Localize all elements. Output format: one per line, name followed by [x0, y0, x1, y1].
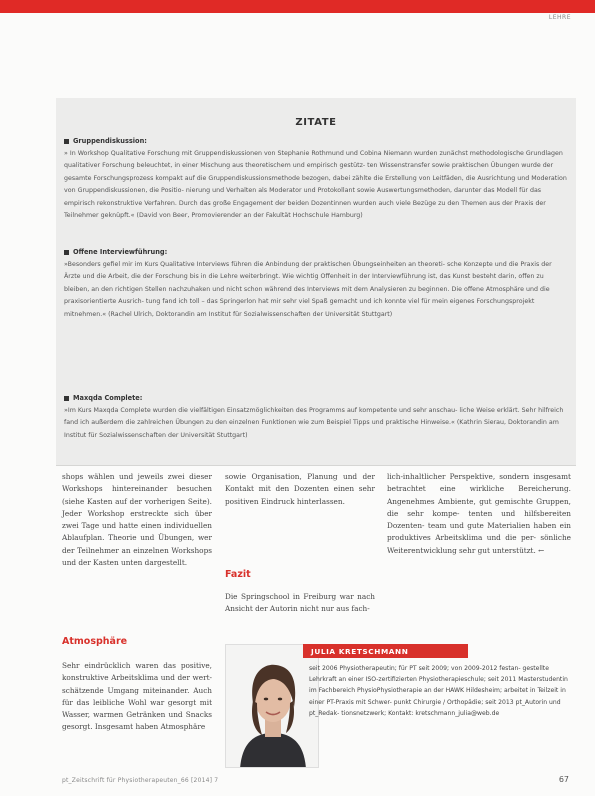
body-column-1: shops wählen und jeweils zwei dieser Workshops hintereinander besuchen (siehe Kasten auf der vorherigen Seite). Jeder Workshop erstreckte sich über zwei Tage und hatte einen individuellen Ablaufplan. Theorie und Übungen, wer der Teilnehmer an einzelnen Workshops und der Kasten unten dargestellt. [62, 472, 212, 568]
quote-text: »Besonders gefiel mir im Kurs Qualitative Interviews führen die Anbindung der praktischen Übungseinheiten an theoreti- sche Konzepte und die Praxis der Ärzte und die Arbeit, die der Forschung bis in die Lehre weiterbringt. Wie wichtig Offenheit in der Interviewführung ist, das Kunst besteht darin, offen zu bleiben, an den richtigen Stellen nachzuhaken und nicht schon während des Interviews mit dem Analysieren zu beginnen. Die offene Atmosphäre und die praxisorientierte Ausrich- tung fand ich toll – das Springerlon hat mir sehr viel Spaß gemacht und ich konnte viel für mein eigenes Forschungsprojekt mitnehmen.« (Rachel Ulrich, Doktorandin am Institut für Sozialwissenschaften der Universität Stuttgart) [64, 261, 552, 318]
body-column-1-atmosphaere: Sehr eindrücklich waren das positive, konstruktive Arbeitsklima und der wert- schätzende Umgang miteinander. Auch für das leibliche Wohl war gesorgt mit Wasser, warmen Getränken und Snacks gesorgt. Insgesamt haben Atmosphäre [62, 661, 212, 732]
quote-maxqda [64, 394, 569, 442]
quote-heading: Offene Interviewführung: [73, 248, 168, 256]
quote-heading: Maxqda Complete: [73, 394, 143, 402]
square-bullet-icon [64, 396, 69, 401]
quote-text: »Im Kurs Maxqda Complete wurden die vielfältigen Einsatzmöglichkeiten des Programms auf kompetente und sehr anschau- liche Weise erklärt. Sehr hilfreich fand ich außerdem die zahlreichen Übungen zu den einzelnen Funktionen wie zum Beispiel Tipps und praktische Hinweise.« (Kathrin Sierau, Doktorandin am Institut für Sozialwissenschaften der Universität Stuttgart) [64, 407, 564, 439]
quote-text: » In Workshop Qualitative Forschung mit Gruppendiskussionen von Stephanie Rothmund und Cobina Niemann wurden zunächst methodologische Grundlagen qualitativer Forschung beleuchtet, in einer Mischung aus theoretischem und empirisch gestütz- ten Wissenstransfer sowie praktischen Übungen wurde der gesamte Forschungsprozess kompakt auf die Gruppendiskussionsmethode bezogen, dabei zählte die Erstellung von Leitfäden, die Ausrichtung und Moderation von Gruppendiskussionen, die Positio- nierung und Verhalten als Moderator und Protokollant sowie Auswertungsmethoden, darunter das Modell für das empirisch rekonstruktive Verfahren. Durch das große Engagement der beiden Dozentinnen wurden auch viele Bezüge zu den Themen aus der Praxis der Teilnehmer geknüpft.« (David von Beer, Promovierender an der Fakultät Hochschule Hamburg) [64, 150, 567, 220]
body-column-2: sowie Organisation, Planung und der Kontakt mit den Dozenten einen sehr positiven Eindruck hinterlassen. [225, 472, 375, 506]
square-bullet-icon [64, 250, 69, 255]
body-column-2-fazit: Die Springschool in Freiburg war nach Ansicht der Autorin nicht nur aus fach- [225, 592, 375, 614]
author-bio: seit 2006 Physiotherapeutin; für PT seit 2009; von 2009-2012 festan- gestellte Lehrkraft an einer ISO-zertifizierten Physiotherapieschule; seit 2011 Masterstudentin im Fachbereich PhysioPhysiotherapie an der HAWK Hildesheim; arbeitet in Teilzeit in einer PT-Praxis mit Schwer- punkt Chirurgie / Orthopädie; seit 2013 pt_Autorin und pt_Redak- tionsnetzwerk; Kontakt: kretschmann_julia@web.de [309, 665, 568, 717]
quotes-title: ZITATE [295, 117, 337, 128]
heading-fazit: Fazit [225, 569, 251, 580]
quote-interviewfuehrung [64, 248, 569, 321]
quote-heading: Gruppendiskussion: [73, 137, 147, 145]
top-accent-bar [0, 0, 595, 13]
heading-atmosphaere: Atmosphäre [62, 636, 128, 647]
square-bullet-icon [64, 139, 69, 144]
running-head: LEHRE [548, 14, 571, 21]
author-photo [225, 644, 319, 768]
author-name-banner: JULIA KRETSCHMANN [303, 644, 468, 658]
quote-gruppendiskussion [64, 137, 569, 222]
quotes-box [56, 98, 576, 466]
body-column-3: lich-inhaltlicher Perspektive, sondern insgesamt betrachtet eine wirkliche Bereicherung. Angenehmes Ambiente, gut gemischte Gruppen, die sehr kompe- tenten und hilfsbereiten Dozenten- team und gute Materialien haben ein produktives Arbeitsklima und die per- sönliche Weiterentwicklung sehr gut unterstützt. ← [387, 472, 571, 555]
journal-footer: pt_Zeitschrift für Physiotherapeuten_66 [2014] 7 [62, 777, 219, 784]
page-number: 67 [558, 775, 569, 784]
